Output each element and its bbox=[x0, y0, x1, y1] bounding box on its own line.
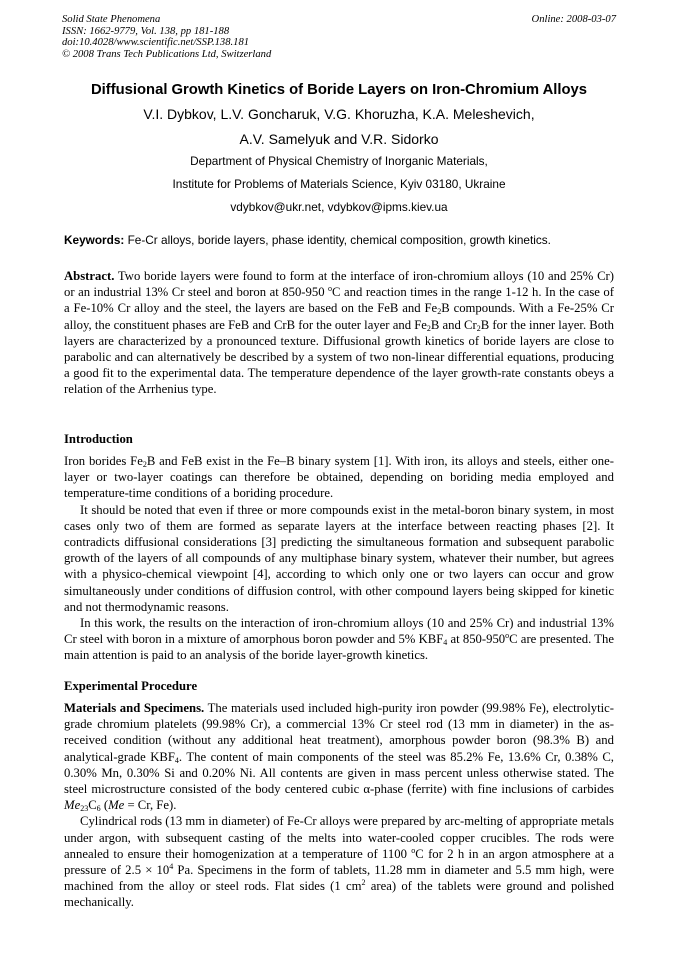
abstract-text: Two boride layers were found to form at the interface of iron-chromium alloys (10 and 25% Cr) or an industrial 13% Cr steel and boron at 850-950 bbox=[64, 269, 614, 300]
text: C are presented. The main attention is paid to an analysis of the boride layer-growth kinetics. bbox=[64, 632, 614, 663]
intro-paragraph-1 bbox=[64, 453, 614, 502]
text: ( bbox=[100, 798, 109, 813]
intro-paragraph-2: It should be noted that even if three or more compounds exist in the metal-boron binary system, in most cases only two of them are formed as separate layers at the interface between reacting phases [2]. It contradicts diffusional considerations [3] predicting the simultaneous formation and subsequent parabolic growth of the layers of all compounds of any multiphase binary system, whatever their number, but agrees with a physico-chemical viewpoint [4], according to which only one or two layers can occur and grow simultaneously under conditions of diffusion control, with other compound layers being skipped for kinetic and not thermodynamic reasons. bbox=[64, 502, 614, 614]
abstract-text: C and reaction times in the range 1-12 h. In the case of a Fe-10% Cr alloy and the steel, the layers are based on the FeB and Fe bbox=[64, 285, 614, 316]
text: Cylindrical rods (13 mm in diameter) of Fe-Cr alloys were prepared by arc-melting of appropriate metals under argon, with subsequent casting of the melts into water-cooled copper crucibles. The rods were annealed to ensure their homogenization at a temperature of 1100 bbox=[64, 814, 614, 861]
degree-sup: o bbox=[328, 284, 333, 294]
abstract bbox=[64, 268, 614, 398]
authors-line-2: A.V. Samelyuk and V.R. Sidorko bbox=[239, 131, 439, 147]
journal-name: Solid State Phenomena bbox=[62, 14, 161, 25]
superscript: 4 bbox=[169, 862, 174, 872]
text: . The content of main components of the steel was 85.2% Fe, 13.6% Cr, 0.38% C, 0.30% Mn, 0.30% Si and 0.20% Ni. All contents are given in mass percent unless otherwise stated. The steel microstructure consisted of the body centered cubic α-phase (ferrite) with fine inclusions of carbides bbox=[64, 749, 614, 797]
text: Pa. Specimens in the form of tablets, 11.28 mm in diameter and 5.5 mm high, were machined from the alloy or steel rods. Flat sides (1 cm bbox=[64, 863, 615, 894]
keywords-text: Fe-Cr alloys, boride layers, phase identity, chemical composition, growth kinetics. bbox=[124, 233, 551, 247]
text: = Cr, Fe). bbox=[124, 798, 177, 813]
keywords bbox=[64, 233, 551, 247]
subscript: 2 bbox=[426, 323, 431, 333]
subscript: 6 bbox=[96, 804, 101, 814]
authors-line-1: V.I. Dybkov, L.V. Goncharuk, V.G. Khoruzha, K.A. Meleshevich, bbox=[143, 106, 535, 122]
superscript: 2 bbox=[361, 878, 366, 888]
online-date: Online: 2008-03-07 bbox=[531, 14, 616, 25]
abstract-text: B compounds. With a Fe-25% Cr alloy, the constituent phases are FeB and CrB for the outer layer and Fe bbox=[64, 301, 614, 332]
text: Iron borides Fe bbox=[64, 454, 143, 468]
italic-text: Me bbox=[108, 798, 125, 813]
text: In this work, the results on the interaction of iron-chromium alloys (10 and 25% Cr) and industrial 13% Cr steel with boron in a mixture of amorphous boron powder and 5% KBF bbox=[64, 616, 614, 647]
copyright-line: © 2008 Trans Tech Publications Ltd, Switzerland bbox=[62, 48, 272, 60]
text: B and FeB exist in the Fe–B binary system [1]. With iron, its alloys and steels, either one-layer or two-layer coatings can therefore be obtained, depending on boriding media employed and temperature-time conditions of a boriding procedure. bbox=[64, 454, 614, 501]
abstract-text: B for the inner layer. Both layers are characterized by a pronounced texture. Diffusional growth kinetics of boride layers are close to parabolic and can alternatively be described by a system of two non-linear differential equations, producing a good fit to the experimental data. The temperature dependence of the layer growth-rate constants obeys a relation of the Arrhenius type. bbox=[64, 317, 614, 397]
subscript: 4 bbox=[443, 638, 448, 648]
subscript: 23 bbox=[80, 804, 89, 814]
keywords-label: Keywords: bbox=[64, 233, 125, 247]
text: C for 2 h in an argon atmosphere at a pressure of 2.5 × 10 bbox=[64, 846, 615, 878]
doi-line: doi:10.4028/www.scientific.net/SSP.138.181 bbox=[62, 37, 250, 49]
section-heading-experimental: Experimental Procedure bbox=[64, 679, 198, 693]
issn-line: ISSN: 1662-9779, Vol. 138, pp 181-188 bbox=[62, 25, 230, 37]
subscript: 2 bbox=[437, 307, 442, 317]
materials-paragraph bbox=[64, 700, 614, 813]
italic-text: Me bbox=[64, 798, 81, 813]
section-heading-introduction: Introduction bbox=[64, 432, 133, 446]
specimens-paragraph bbox=[64, 813, 614, 910]
paper-title: Diffusional Growth Kinetics of Boride Layers on Iron-Chromium Alloys bbox=[90, 82, 587, 98]
abstract-label: Abstract. bbox=[64, 269, 115, 283]
affiliation-institute: Institute for Problems of Materials Science, Kyiv 03180, Ukraine bbox=[172, 177, 506, 191]
introduction-body bbox=[64, 453, 614, 664]
text: area) of the tablets were ground and polished mechanically. bbox=[64, 879, 614, 910]
intro-paragraph-3 bbox=[64, 615, 614, 664]
abstract-text: B and Cr bbox=[430, 317, 477, 332]
text: C bbox=[88, 798, 97, 813]
degree-sup: o bbox=[411, 845, 416, 855]
subsection-label: Materials and Specimens. bbox=[64, 701, 205, 715]
affiliation-department: Department of Physical Chemistry of Inorganic Materials, bbox=[190, 154, 488, 168]
subscript: 4 bbox=[174, 755, 179, 765]
author-emails: vdybkov@ukr.net, vdybkov@ipms.kiev.ua bbox=[230, 200, 448, 214]
text: The materials used included high-purity iron powder (99.98% Fe), electrolytic-grade chromium platelets (99.98% Cr), a commercial 13% Cr steel rod (13 mm in diameter) in the as-received condition (without any additional heat treatment), amorphous powder boron (98.3% B) and analytical-grade KBF bbox=[64, 701, 614, 764]
journal-header bbox=[62, 14, 271, 60]
subscript: 2 bbox=[142, 460, 147, 469]
text: at 850-950 bbox=[447, 632, 506, 647]
degree-sup: o bbox=[505, 631, 510, 641]
subscript: 2 bbox=[476, 323, 481, 333]
experimental-body bbox=[64, 700, 614, 911]
